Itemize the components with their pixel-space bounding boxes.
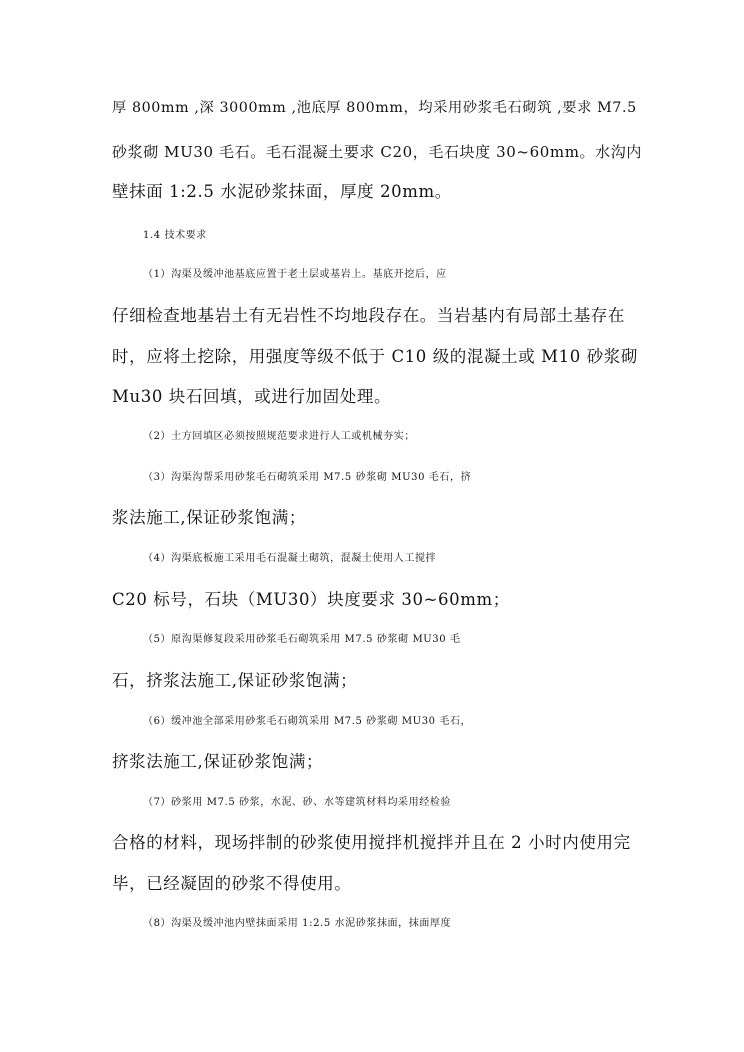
text-line: 砂浆砌 MU30 毛石。毛石混凝土要求 C20，毛石块度 30~60mm。水沟内 (112, 143, 642, 161)
text-line: 浆法施工,保证砂浆饱满； (112, 508, 306, 527)
text-line: （7）砂浆用 M7.5 砂浆，水泥、砂、水等建筑材料均采用经检验 (143, 797, 452, 808)
text-line: 厚 800mm ,深 3000mm ,池底厚 800mm，均采用砂浆毛石砌筑 ,要求 M7.5 (112, 100, 637, 116)
text-line: （5）原沟渠修复段采用砂浆毛石砌筑采用 M7.5 砂浆砌 MU30 毛 (143, 634, 461, 645)
text-line: 时，应将土挖除，用强度等级不低于 C10 级的混凝土或 M10 砂浆砌 (112, 347, 638, 366)
text-line: （1）沟渠及缓冲池基底应置于老土层或基岩上。基底开挖后，应 (143, 269, 447, 280)
text-line: 仔细检查地基岩土有无岩性不均地段存在。当岩基内有局部土基存在 (112, 306, 625, 325)
text-line: 石，挤浆法施工,保证砂浆饱满； (112, 671, 358, 690)
text-line: （4）沟渠底板施工采用毛石混凝土砌筑，混凝土使用人工搅拌 (143, 553, 437, 564)
text-line: （3）沟渠沟帮采用砂浆毛石砌筑采用 M7.5 砂浆砌 MU30 毛石，挤 (143, 472, 472, 483)
text-line: 毕，已经凝固的砂浆不得使用。 (112, 874, 352, 893)
text-line: C20 标号，石块（MU30）块度要求 30~60mm； (112, 590, 510, 609)
text-line: 挤浆法施工,保证砂浆饱满； (112, 752, 324, 771)
section-heading: 1.4 技术要求 (143, 230, 207, 241)
text-line: （2）土方回填区必须按照规范要求进行人工或机械夯实； (143, 431, 415, 442)
text-line: 合格的材料，现场拌制的砂浆使用搅拌机搅拌并且在 2 小时内使用完 (112, 833, 631, 852)
text-line: （8）沟渠及缓冲池内壁抹面采用 1:2.5 水泥砂浆抹面，抹面厚度 (143, 918, 452, 929)
text-line: Mu30 块石回填，或进行加固处理。 (112, 387, 392, 406)
text-line: 壁抹面 1:2.5 水泥砂浆抹面，厚度 20mm。 (112, 182, 452, 201)
text-line: （6）缓冲池全部采用砂浆毛石砌筑采用 M7.5 砂浆砌 MU30 毛石， (143, 716, 472, 727)
